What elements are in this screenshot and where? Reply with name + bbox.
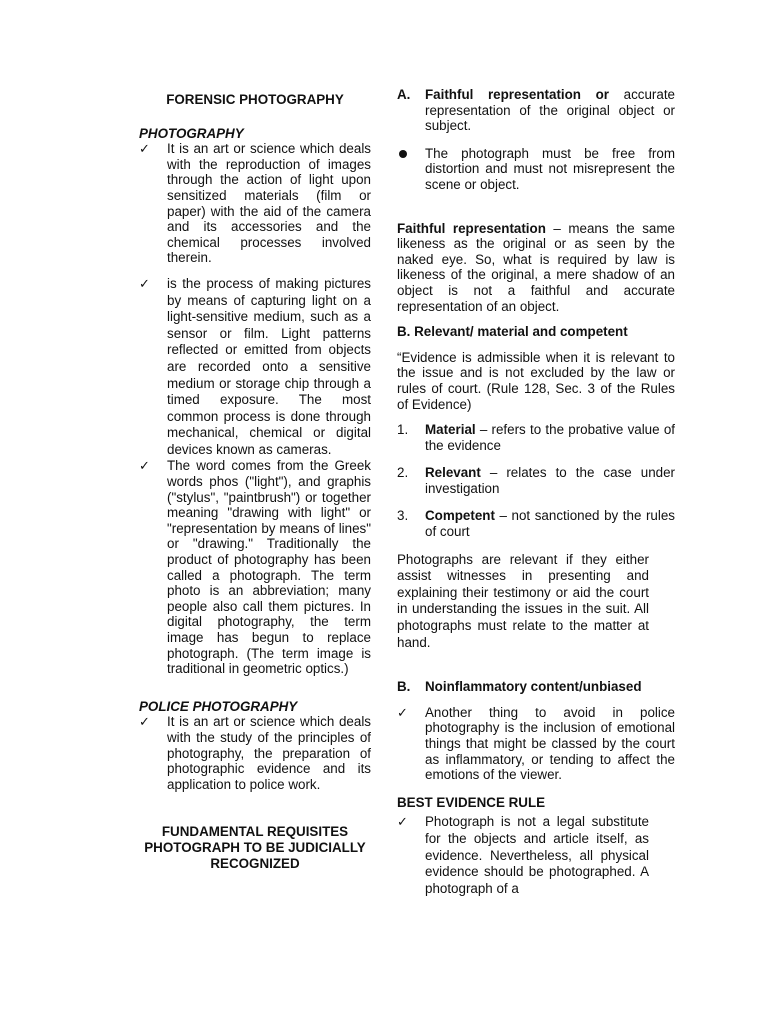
- numbered-item-1-num: 1.: [397, 422, 409, 438]
- document-title: FORENSIC PHOTOGRAPHY: [166, 92, 344, 107]
- evidence-quote: “Evidence is admissible when it is relevant to the issue and is not excluded by the law or rules of court. (Rule 128, Sec. 3 of the Rules of Evidence): [397, 349, 675, 412]
- photography-item-1-text: It is an art or science which deals with the reproduction of images through the action of light upon sensitized materials (film or paper) with the aid of the camera and its accessories and the chemical processes involved therein.: [167, 141, 371, 266]
- numbered-item-3: [397, 508, 675, 539]
- numbered-item-1-rest: – refers to the probative value of the evidence: [425, 422, 675, 453]
- photography-item-3: [139, 458, 371, 676]
- section-b2-item-text: Another thing to avoid in police photography is the inclusion of emotional things that might be classed by the court as inflammatory, or tending to affect the emotions of the viewer.: [425, 704, 675, 783]
- photography-heading: PHOTOGRAPHY: [139, 125, 244, 141]
- police-photography-item: [139, 714, 371, 792]
- numbered-item-3-rest: – not sanctioned by the rules of court: [425, 508, 675, 540]
- section-a: [397, 87, 675, 134]
- faithful-representation-paragraph: [397, 221, 675, 315]
- right-column: [397, 87, 675, 897]
- numbered-item-2-text: [425, 465, 675, 496]
- faithful-rest: – means the same likeness as the original or as seen by the naked eye. So, what is required by law is likeness of the original, a mere shadow of an object is not a faithful and accurate representation of an object.: [397, 220, 675, 314]
- check-icon: ✓: [397, 814, 408, 830]
- section-a-bullet: [397, 146, 675, 193]
- section-a-bold: Faithful representation or: [425, 87, 609, 102]
- numbered-item-1-text: [425, 422, 675, 453]
- section-a-marker: A.: [397, 87, 411, 102]
- section-b2-marker: B.: [397, 679, 411, 695]
- numbered-item-3-num: 3.: [397, 508, 409, 524]
- left-column: [139, 92, 371, 871]
- section-a-text: [425, 87, 675, 134]
- check-icon: ✓: [139, 458, 150, 474]
- photography-item-1: [139, 141, 371, 266]
- check-icon: ✓: [139, 141, 150, 157]
- numbered-item-1: [397, 422, 675, 453]
- numbered-item-3-text: [425, 508, 675, 539]
- section-b2-heading: [397, 679, 675, 695]
- numbered-item-1-term: Material: [425, 422, 476, 438]
- section-b2-title: Noinflammatory content/unbiased: [425, 679, 642, 695]
- photography-item-2-text: is the process of making pictures by means of capturing light on a light-sensitive medium, such as a sensor or film. Light patterns reflected or emitted from objects are recorded onto a sensitive medium or storage chip through a timed exposure. The most common process is done through mechanical, chemical or digital devices known as cameras.: [167, 275, 371, 457]
- bullet-icon: [399, 150, 407, 158]
- section-a-rest: accurate representation of the original object or subject.: [425, 87, 675, 134]
- section-b-heading: B. Relevant/ material and competent: [397, 324, 628, 340]
- police-photography-heading: POLICE PHOTOGRAPHY: [139, 698, 298, 714]
- best-evidence-heading: BEST EVIDENCE RULE: [397, 794, 546, 810]
- numbered-item-2-num: 2.: [397, 465, 409, 481]
- photography-item-3-text: The word comes from the Greek words phos ("light"), and graphis ("stylus", "paintbrush") or together meaning "drawing with light" or "representation by means of lines" or "drawing." Traditionally the product of photography has been called a photograph. The term photo is an abbreviation; many people also call them pictures. In digital photography, the term image has begun to replace photograph. (The term image is traditional in geometric optics.): [167, 458, 371, 677]
- best-evidence-item-text: Photograph is not a legal substitute for the objects and article itself, as evidence. Nevertheless, all physical evidence should be photographed. A photograph of a: [425, 814, 649, 896]
- police-photography-item-text: It is an art or science which deals with the study of the principles of photography, the preparation of photographic evidence and its application to police work.: [167, 714, 371, 792]
- best-evidence-item: [397, 814, 675, 897]
- check-icon: ✓: [397, 704, 408, 720]
- check-icon: ✓: [139, 714, 150, 730]
- numbered-item-2: [397, 465, 675, 496]
- numbered-item-2-term: Relevant: [425, 465, 481, 481]
- check-icon: ✓: [139, 275, 150, 291]
- numbered-item-2-rest: – relates to the case under investigation: [425, 465, 675, 496]
- numbered-item-3-term: Competent: [425, 508, 495, 524]
- photographs-relevant-paragraph: Photographs are relevant if they either assist witnesses in presenting and explaining their testimony or aid the court in understanding the issues in the suit. All photographs must relate to the matter at hand.: [397, 551, 649, 650]
- fundamental-requisites-title: FUNDAMENTAL REQUISITES PHOTOGRAPH TO BE JUDICIALLY RECOGNIZED: [144, 824, 366, 871]
- faithful-bold: Faithful representation: [397, 220, 546, 236]
- photography-item-2: [139, 276, 371, 459]
- section-a-bullet-text: The photograph must be free from distortion and must not misrepresent the scene or object.: [425, 145, 675, 192]
- section-b2-item: [397, 705, 675, 783]
